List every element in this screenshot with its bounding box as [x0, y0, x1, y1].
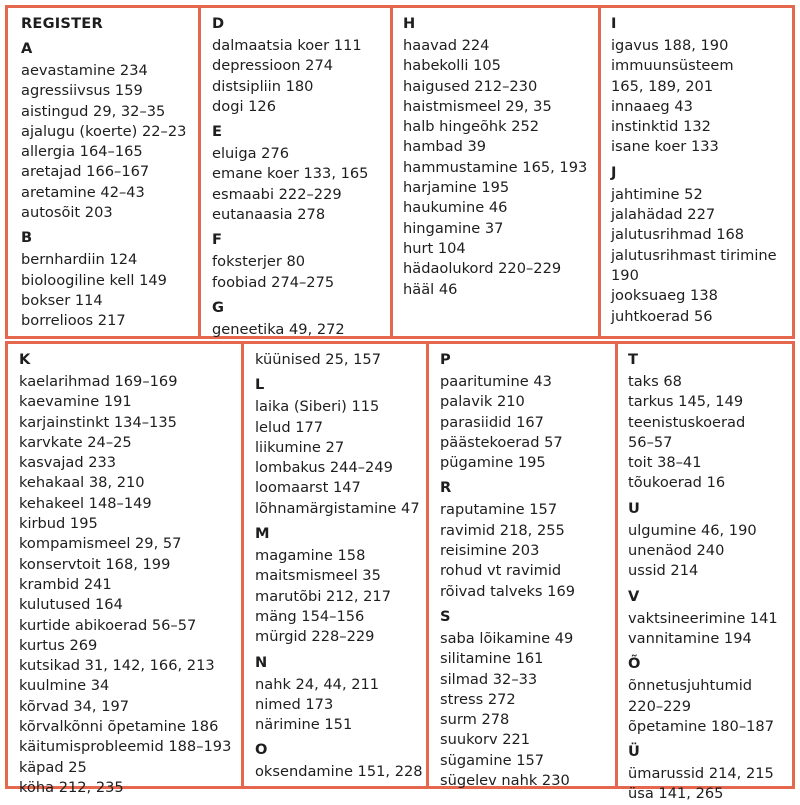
index-letter-heading: S	[440, 607, 451, 625]
index-entry: jooksuaeg 138	[611, 287, 718, 305]
index-entry: 190	[611, 266, 639, 284]
index-entry: jalutusrihmad 168	[611, 226, 745, 244]
index-entry: bernhardiin 124	[21, 251, 138, 269]
index-entry: habekolli 105	[403, 57, 501, 75]
index-entry: marutõbi 212, 217	[255, 587, 392, 605]
index-entry: aevastamine 234	[21, 62, 148, 79]
index-entry: agressiivsus 159	[21, 82, 143, 100]
index-entry: juhtkoerad 56	[611, 307, 713, 325]
index-letter-heading: L	[255, 376, 265, 394]
index-entry: sügamine 157	[440, 751, 545, 769]
index-entry: karvkate 24–25	[19, 433, 132, 451]
index-entry: innaaeg 43	[611, 97, 693, 115]
index-entry: lombakus 244–249	[255, 459, 393, 477]
index-entry: küünised 25, 157	[255, 351, 381, 368]
index-bottom-row	[5, 341, 795, 803]
index-entry: ulgumine 46, 190	[628, 521, 757, 539]
index-entry: instinktid 132	[611, 118, 711, 136]
index-entry: köha 212, 235	[19, 778, 124, 796]
index-entry: reisimine 203	[440, 542, 540, 560]
index-entry: esmaabi 222–229	[212, 185, 342, 203]
index-entry: vannitamine 194	[628, 629, 752, 647]
index-letter-heading: M	[255, 525, 270, 543]
index-entry: raputamine 157	[440, 501, 558, 519]
index-entry: parasiidid 167	[440, 413, 544, 431]
index-entry: tarkus 145, 149	[628, 393, 744, 411]
index-letter-heading: H	[403, 15, 416, 32]
index-entry: bokser 114	[21, 291, 103, 309]
index-entry: jalahädad 227	[611, 206, 716, 224]
index-entry: surm 278	[440, 711, 510, 729]
index-entry: kutsikad 31, 142, 166, 213	[19, 657, 215, 675]
index-entry: silitamine 161	[440, 650, 544, 668]
index-letter-heading: K	[19, 351, 31, 368]
index-entry: taks 68	[628, 373, 682, 390]
index-entry: igavus 188, 190	[611, 37, 729, 54]
index-column-7	[426, 344, 615, 790]
index-column-3	[390, 8, 598, 336]
index-entry: ümarussid 214, 215	[628, 765, 774, 783]
index-entry: õnnetusjuhtumid	[628, 677, 753, 695]
index-entry: mürgid 228–229	[255, 628, 375, 646]
index-entry: sügelev nahk 230	[440, 772, 570, 790]
index-entry: laika (Siberi) 115	[255, 398, 380, 416]
index-entry: palavik 210	[440, 393, 525, 411]
index-entry: isane koer 133	[611, 138, 719, 156]
index-entry: magamine 158	[255, 547, 366, 565]
index-entry: kuulmine 34	[19, 677, 110, 695]
index-letter-heading: Ü	[628, 743, 640, 761]
index-letter-heading: N	[255, 653, 268, 671]
index-entry: haigused 212–230	[403, 77, 538, 95]
index-entry: maitsmismeel 35	[255, 567, 381, 585]
index-entry: foobiad 274–275	[212, 273, 335, 291]
index-entry: kurtide abikoerad 56–57	[19, 616, 197, 634]
index-entry: üsa 141, 265	[628, 785, 724, 803]
index-entry: kehakeel 148–149	[19, 494, 152, 512]
index-column-1	[8, 8, 198, 336]
index-entry: autosõit 203	[21, 204, 113, 222]
index-entry: ravimid 218, 255	[440, 521, 565, 539]
index-entry: kõrvad 34, 197	[19, 697, 130, 715]
index-letter-heading: J	[611, 163, 617, 181]
index-entry: dalmaatsia koer 111	[212, 37, 362, 54]
index-entry: distsipliin 180	[212, 77, 314, 95]
index-entry: loomaarst 147	[255, 479, 361, 497]
index-entry: hurt 104	[403, 239, 466, 257]
index-letter-heading: B	[21, 229, 33, 247]
index-entry: vaktsineerimine 141	[628, 609, 778, 627]
index-entry: kaelarihmad 169–169	[19, 373, 178, 390]
index-column-2	[198, 8, 390, 336]
index-top-row	[5, 5, 795, 339]
index-entry: haukumine 46	[403, 199, 508, 217]
index-letter-heading: I	[611, 15, 617, 32]
index-entry: pügamine 195	[440, 454, 546, 472]
index-entry: käitumisprobleemid 188–193	[19, 738, 232, 756]
index-entry: hambad 39	[403, 138, 487, 156]
index-entry: rõivad talveks 169	[440, 582, 576, 600]
index-entry: jahtimine 52	[611, 185, 703, 203]
index-entry: rohud vt ravimid	[440, 562, 562, 580]
index-letter-heading: T	[628, 351, 638, 368]
index-entry: närimine 151	[255, 716, 353, 734]
index-column-5	[8, 344, 241, 796]
index-entry: haistmismeel 29, 35	[403, 97, 552, 115]
index-entry: kulutused 164	[19, 596, 123, 614]
index-entry: stress 272	[440, 690, 516, 708]
index-entry: ussid 214	[628, 562, 699, 580]
index-entry: teenistuskoerad	[628, 413, 746, 431]
index-entry: geneetika 49, 272	[212, 320, 345, 338]
index-letter-heading: F	[212, 231, 222, 249]
index-entry: kasvajad 233	[19, 454, 117, 472]
index-entry: aretamine 42–43	[21, 183, 145, 201]
index-entry: eluiga 276	[212, 145, 290, 163]
index-entry: mäng 154–156	[255, 607, 365, 625]
index-entry: paaritumine 43	[440, 373, 552, 390]
index-letter-heading: O	[255, 741, 268, 759]
index-entry: saba lõikamine 49	[440, 629, 574, 647]
index-letter-heading: R	[440, 479, 452, 497]
index-entry: eutanaasia 278	[212, 206, 326, 224]
index-letter-heading: P	[440, 351, 451, 368]
index-letter-heading: G	[212, 298, 224, 316]
index-entry: unenäod 240	[628, 542, 725, 560]
index-entry: dogi 126	[212, 97, 277, 115]
index-entry: kompamismeel 29, 57	[19, 535, 182, 553]
index-letter-heading: U	[628, 499, 640, 517]
index-entry: tõukoerad 16	[628, 474, 726, 492]
index-entry: nimed 173	[255, 695, 334, 713]
index-entry: hingamine 37	[403, 219, 504, 237]
index-entry: foksterjer 80	[212, 253, 306, 271]
index-entry: suukorv 221	[440, 731, 531, 749]
index-entry: kõrvalkõnni õpetamine 186	[19, 718, 219, 736]
index-entry: halb hingeõhk 252	[403, 118, 540, 136]
index-entry: immuunsüsteem	[611, 57, 734, 75]
index-entry: 220–229	[628, 697, 692, 715]
index-entry: lelud 177	[255, 418, 324, 436]
index-letter-heading: V	[628, 587, 640, 605]
index-entry: allergia 164–165	[21, 143, 143, 161]
index-entry: harjamine 195	[403, 179, 510, 197]
index-entry: päästekoerad 57	[440, 433, 563, 451]
index-entry: konservtoit 168, 199	[19, 555, 171, 573]
index-entry: kirbud 195	[19, 515, 98, 533]
index-entry: nahk 24, 44, 211	[255, 675, 380, 693]
index-entry: õpetamine 180–187	[628, 717, 774, 735]
index-entry: ajalugu (koerte) 22–23	[21, 122, 187, 140]
index-entry: toit 38–41	[628, 454, 702, 472]
index-letter-heading: E	[212, 123, 222, 141]
index-column-6	[241, 344, 426, 786]
index-entry: krambid 241	[19, 575, 112, 593]
index-entry: hammustamine 165, 193	[403, 158, 588, 176]
index-entry: borrelioos 217	[21, 312, 126, 330]
index-entry: kehakaal 38, 210	[19, 474, 145, 492]
index-entry: aretajad 166–167	[21, 163, 150, 181]
index-entry: käpad 25	[19, 758, 87, 776]
index-column-8	[615, 344, 792, 803]
index-entry: kaevamine 191	[19, 393, 132, 411]
index-entry: liikumine 27	[255, 438, 345, 456]
index-entry: aistingud 29, 32–35	[21, 102, 166, 120]
index-entry: 165, 189, 201	[611, 77, 714, 95]
index-entry: hääl 46	[403, 280, 458, 298]
index-letter-heading: D	[212, 15, 225, 32]
index-entry: lõhnamärgistamine 47	[255, 499, 420, 517]
index-letter-heading: A	[21, 40, 33, 57]
index-entry: kurtus 269	[19, 636, 98, 654]
index-entry: karjainstinkt 134–135	[19, 413, 177, 431]
index-entry: haavad 224	[403, 37, 490, 54]
index-entry: 56–57	[628, 433, 673, 451]
index-entry: silmad 32–33	[440, 670, 538, 688]
index-title: REGISTER	[21, 15, 103, 32]
index-entry: depressioon 274	[212, 57, 334, 75]
index-entry: emane koer 133, 165	[212, 165, 369, 183]
index-column-4	[598, 8, 792, 336]
index-letter-heading: Õ	[628, 655, 641, 673]
index-entry: hädaolukord 220–229	[403, 260, 562, 278]
index-entry: bioloogiline kell 149	[21, 271, 167, 289]
index-entry: oksendamine 151, 228	[255, 763, 423, 781]
index-entry: jalutusrihmast tirimine	[611, 246, 777, 264]
